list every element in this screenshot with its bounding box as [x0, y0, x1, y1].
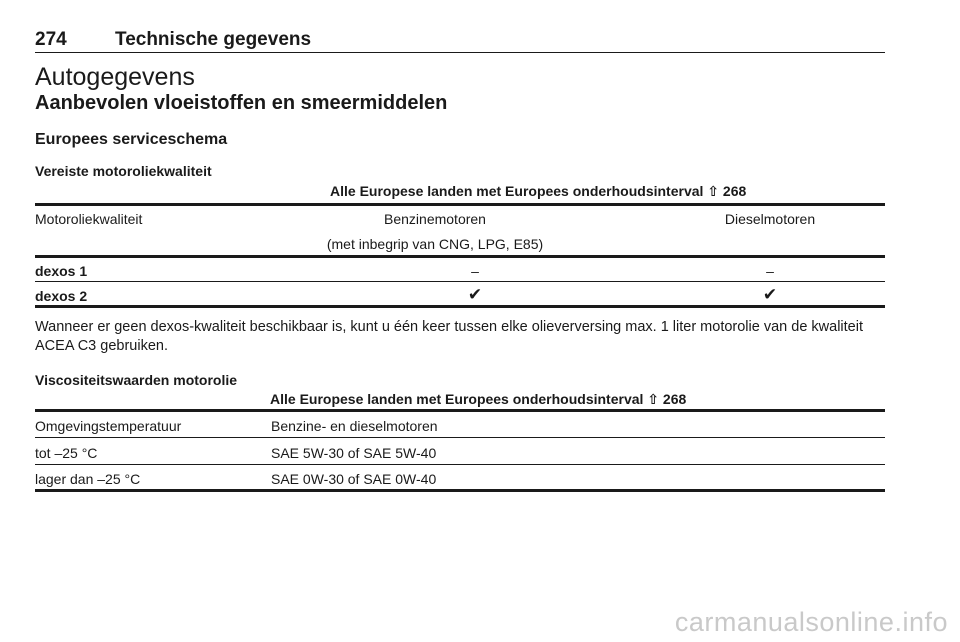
table1-caption [330, 182, 746, 200]
table1-col-header-quality: Motoroliekwaliteit [35, 211, 143, 227]
table2-top-rule [35, 409, 885, 412]
table2-caption [270, 390, 686, 408]
table2-caption-text: Alle Europese landen met Europees onderhoudsinterval [270, 391, 644, 407]
table2-caption-ref[interactable]: ⇧ 268 [647, 391, 687, 407]
table1-heading: Vereiste motoroliekwaliteit [35, 163, 212, 179]
table2-row2-temp: lager dan –25 °C [35, 471, 141, 487]
table1-row-divider [35, 281, 885, 282]
table2-row1-value: SAE 5W-30 of SAE 5W-40 [271, 445, 437, 461]
table1-caption-text: Alle Europese landen met Europees onderhoudsinterval [330, 183, 704, 199]
table1-header-rule [35, 255, 885, 258]
table1-bottom-rule [35, 305, 885, 308]
table1-col-subheader: (met inbegrip van CNG, LPG, E85) [326, 236, 544, 252]
sub-subsection-title: Europees serviceschema [35, 131, 228, 148]
subsection-title: Aanbevolen vloeistoffen en smeermiddelen [35, 92, 448, 114]
table1-row1-petrol: – [471, 263, 479, 279]
page-number: 274 [35, 29, 67, 50]
table1-caption-ref[interactable]: ⇧ 268 [707, 183, 747, 199]
table2-bottom-rule [35, 489, 885, 492]
table2-header-rule [35, 437, 885, 438]
table2-col-header-engines: Benzine- en dieselmotoren [271, 418, 438, 434]
table2-heading: Viscositeitswaarden motorolie [35, 372, 238, 388]
table1-row1-diesel: – [766, 263, 774, 279]
table2-col-header-temp: Omgevingstemperatuur [35, 418, 182, 434]
header-title: Technische gegevens [115, 29, 312, 50]
table2-row1-temp: tot –25 °C [35, 445, 98, 461]
table2-row-divider [35, 464, 885, 465]
table1-row2-label: dexos 2 [35, 288, 88, 304]
page-header [35, 28, 885, 53]
table1-col-header-diesel: Dieselmotoren [724, 211, 816, 227]
section-title: Autogegevens [35, 63, 195, 91]
watermark: carmanualsonline.info [674, 607, 948, 637]
checkmark-icon: ✔ [467, 285, 483, 304]
table1-row1-label: dexos 1 [35, 263, 88, 279]
oil-note-paragraph: Wanneer er geen dexos-kwaliteit beschikbaar is, kunt u één keer tussen elke olieverversing max. 1 liter motorolie van de kwaliteit ACEA C3 gebruiken. [35, 319, 863, 354]
table1-col-header-petrol: Benzinemotoren [384, 211, 486, 227]
table2-row2-value: SAE 0W-30 of SAE 0W-40 [271, 471, 437, 487]
checkmark-icon: ✔ [762, 285, 778, 304]
table1-top-rule [35, 203, 885, 206]
